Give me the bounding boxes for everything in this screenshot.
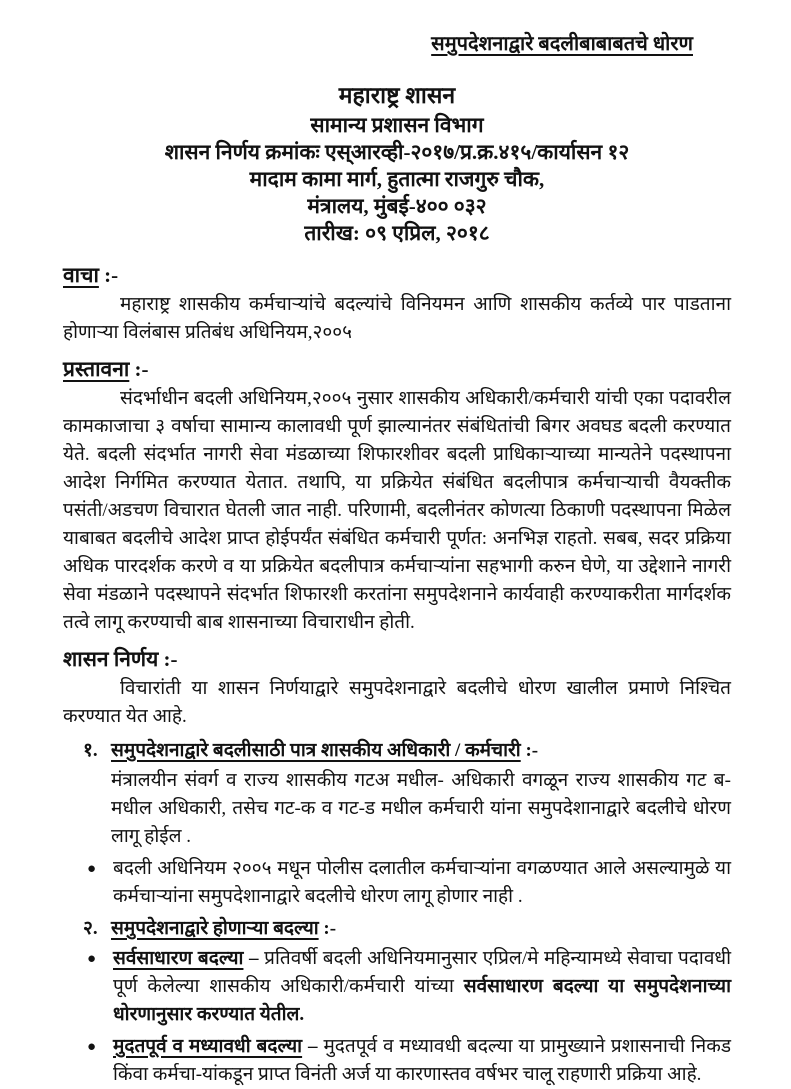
vacha-paragraph: महाराष्ट्र शासकीय कर्मचाऱ्यांचे बदल्यांचे विनियमन आणि शासकीय कर्तव्ये पार पाडताना होणाऱ्या विलंबास प्रतिबंध अधिनियम,२००५ — [63, 294, 731, 343]
letterhead-address-line1: मादाम कामा मार्ग, हुतात्मा राजगुरु चौक, — [249, 167, 545, 191]
bullet1-body: प्रतिवर्षी बदली अधिनियमानुसार एप्रिल/मे महिन्यामध्ये सेवाचा पदावधी पूर्ण केलेल्या शासकीय अधिकारी/कर्मचारी यांच्या — [113, 948, 731, 997]
item2-heading — [111, 915, 336, 943]
bullet-icon: ● — [87, 951, 97, 967]
item1-body: मंत्रालयीन संवर्ग व राज्य शासकीय गटअ मधील- अधिकारी वगळून राज्य शासकीय गट ब- मधील अधिकारी, तसेच गट-क व गट-ड मधील कर्मचारी यांना समुपदेशानाद्वारे बदलीचे धोरण लागू होईल . — [111, 770, 731, 847]
bullet1-lead-term: सर्वसाधारण बदल्या — [113, 948, 244, 969]
nirnay-item1 — [83, 737, 731, 765]
letterhead-gr-number: शासन निर्णय क्रमांकः एस्आरव्ही-२०१७/प्र.क्र.४१५/कार्यासन १२ — [164, 140, 630, 164]
nirnay-item2 — [83, 915, 731, 943]
item2-bullet1-text — [113, 945, 731, 1029]
prastavana-heading — [63, 355, 731, 383]
item2-bullet-midterm-transfers — [85, 1033, 731, 1089]
item2-bullet2-text — [113, 1033, 731, 1089]
item2-number: २. — [83, 918, 98, 939]
letterhead-address-line2: मंत्रालय, मुंबई-४०० ०३२ — [307, 194, 487, 218]
vacha-heading-text: वाचा — [63, 263, 99, 287]
item2-heading-suffix: :- — [318, 918, 337, 939]
item1-bullet-text: बदली अधिनियम २००५ मधून पोलीस दलातील कर्मचाऱ्यांना वगळण्यात आले असल्यामुळे या कर्मचाऱ्यांना समुपदेशानाद्वारे बदलीचे धोरण लागू होणार नाही . — [113, 858, 731, 907]
bullet-icon: ● — [87, 1039, 97, 1055]
item1-heading-suffix: :- — [520, 740, 539, 761]
vacha-heading — [63, 261, 731, 289]
letterhead-department: सामान्य प्रशासन विभाग — [310, 113, 484, 137]
nirnay-heading: शासन निर्णय :- — [63, 647, 178, 671]
bullet2-lead-term: मुदतपूर्व व मध्यावधी बदल्या — [113, 1036, 303, 1057]
item1-number: १. — [83, 740, 98, 761]
prastavana-heading-text: प्रस्तावना — [63, 357, 130, 381]
item1-heading-text: समुपदेशनाद्वारे बदलीसाठी पात्र शासकीय अधिकारी / कर्मचारी — [111, 740, 521, 761]
prastavana-paragraph: संदर्भाधीन बदली अधिनियम,२००५ नुसार शासकीय अधिकारी/कर्मचारी यांची एका पदावरील कामकाजाचा ३ वर्षाचा सामान्य कालावधी पूर्ण झाल्यानंतर संबंधितांची बिगर अवघड बदली करण्यात येते. बदली संदर्भात नागरी सेवा मंडळाच्या शिफारशीवर बदली प्राधिकाऱ्याच्या मान्यतेने पदस्थापना आदेश निर्गमित करण्यात येतात. तथापि, या प्रक्रियेत संबंधित बदलीपात्र कर्मचाऱ्याची वैयक्तीक पसंती/अडचण विचारात घेतली जात नाही. परिणामी, बदलीनंतर कोणत्या ठिकाणी पदस्थापना मिळेल याबाबत बदलीचे आदेश प्राप्त होईपर्यंत संबंधित कर्मचारी पूर्णत: अनभिज्ञ राहतो. सबब, सदर प्रक्रिया अधिक पारदर्शक करणे व या प्रक्रियेत बदलीपात्र कर्मचाऱ्यांना सहभागी करुन घेणे, या उद्देशाने नागरी सेवा मंडळाने पदस्थापने संदर्भात शिफारशी करतांना समुपदेशनाने कार्यवाही करण्याकरीता मार्गदर्शक तत्वे लागू करण्याची बाब शासनाच्या विचाराधीन होती. — [63, 388, 731, 633]
item2-heading-text: समुपदेशनाद्वारे होणाऱ्या बदल्या — [111, 918, 319, 939]
item1-bullet — [85, 855, 731, 911]
item1-heading — [111, 737, 538, 765]
nirnay-intro-paragraph: विचारांती या शासन निर्णयाद्वारे समुपदेशनाद्वारे बदलीचे धोरण खालील प्रमाणे निश्चित करण्यात येत आहे. — [63, 678, 731, 727]
item2-bullet-general-transfers — [85, 945, 731, 1029]
letterhead-government-name: महाराष्ट्र शासन — [338, 83, 456, 108]
prastavana-heading-suffix: :- — [129, 357, 149, 381]
letterhead-date: तारीख: ०९ एप्रिल, २०१८ — [304, 221, 490, 245]
top-title-text: समुपदेशनाद्वारे बदलीबाबाबतचे धोरण — [431, 33, 693, 55]
letterhead — [63, 80, 731, 247]
bullet-icon: ● — [87, 861, 97, 877]
bullet1-bold-tail: सर्वसाधारण बदल्या या समुपदेशनाच्या धोरणानुसार करण्यात येतील. — [113, 976, 731, 1025]
document-top-title — [63, 30, 731, 58]
bullet2-body: मुदतपूर्व व मध्यावधी बदल्या या प्रामुख्याने प्रशासनाची निकड किंवा कर्मचा-यांकडून प्राप्त विनंती अर्ज या कारणास्तव वर्षभर चालू राहणारी प्रक्रिया आहे. — [113, 1036, 731, 1085]
bullet1-dash: – — [243, 948, 265, 969]
bullet2-dash: – — [302, 1036, 324, 1057]
vacha-heading-suffix: :- — [98, 263, 119, 287]
